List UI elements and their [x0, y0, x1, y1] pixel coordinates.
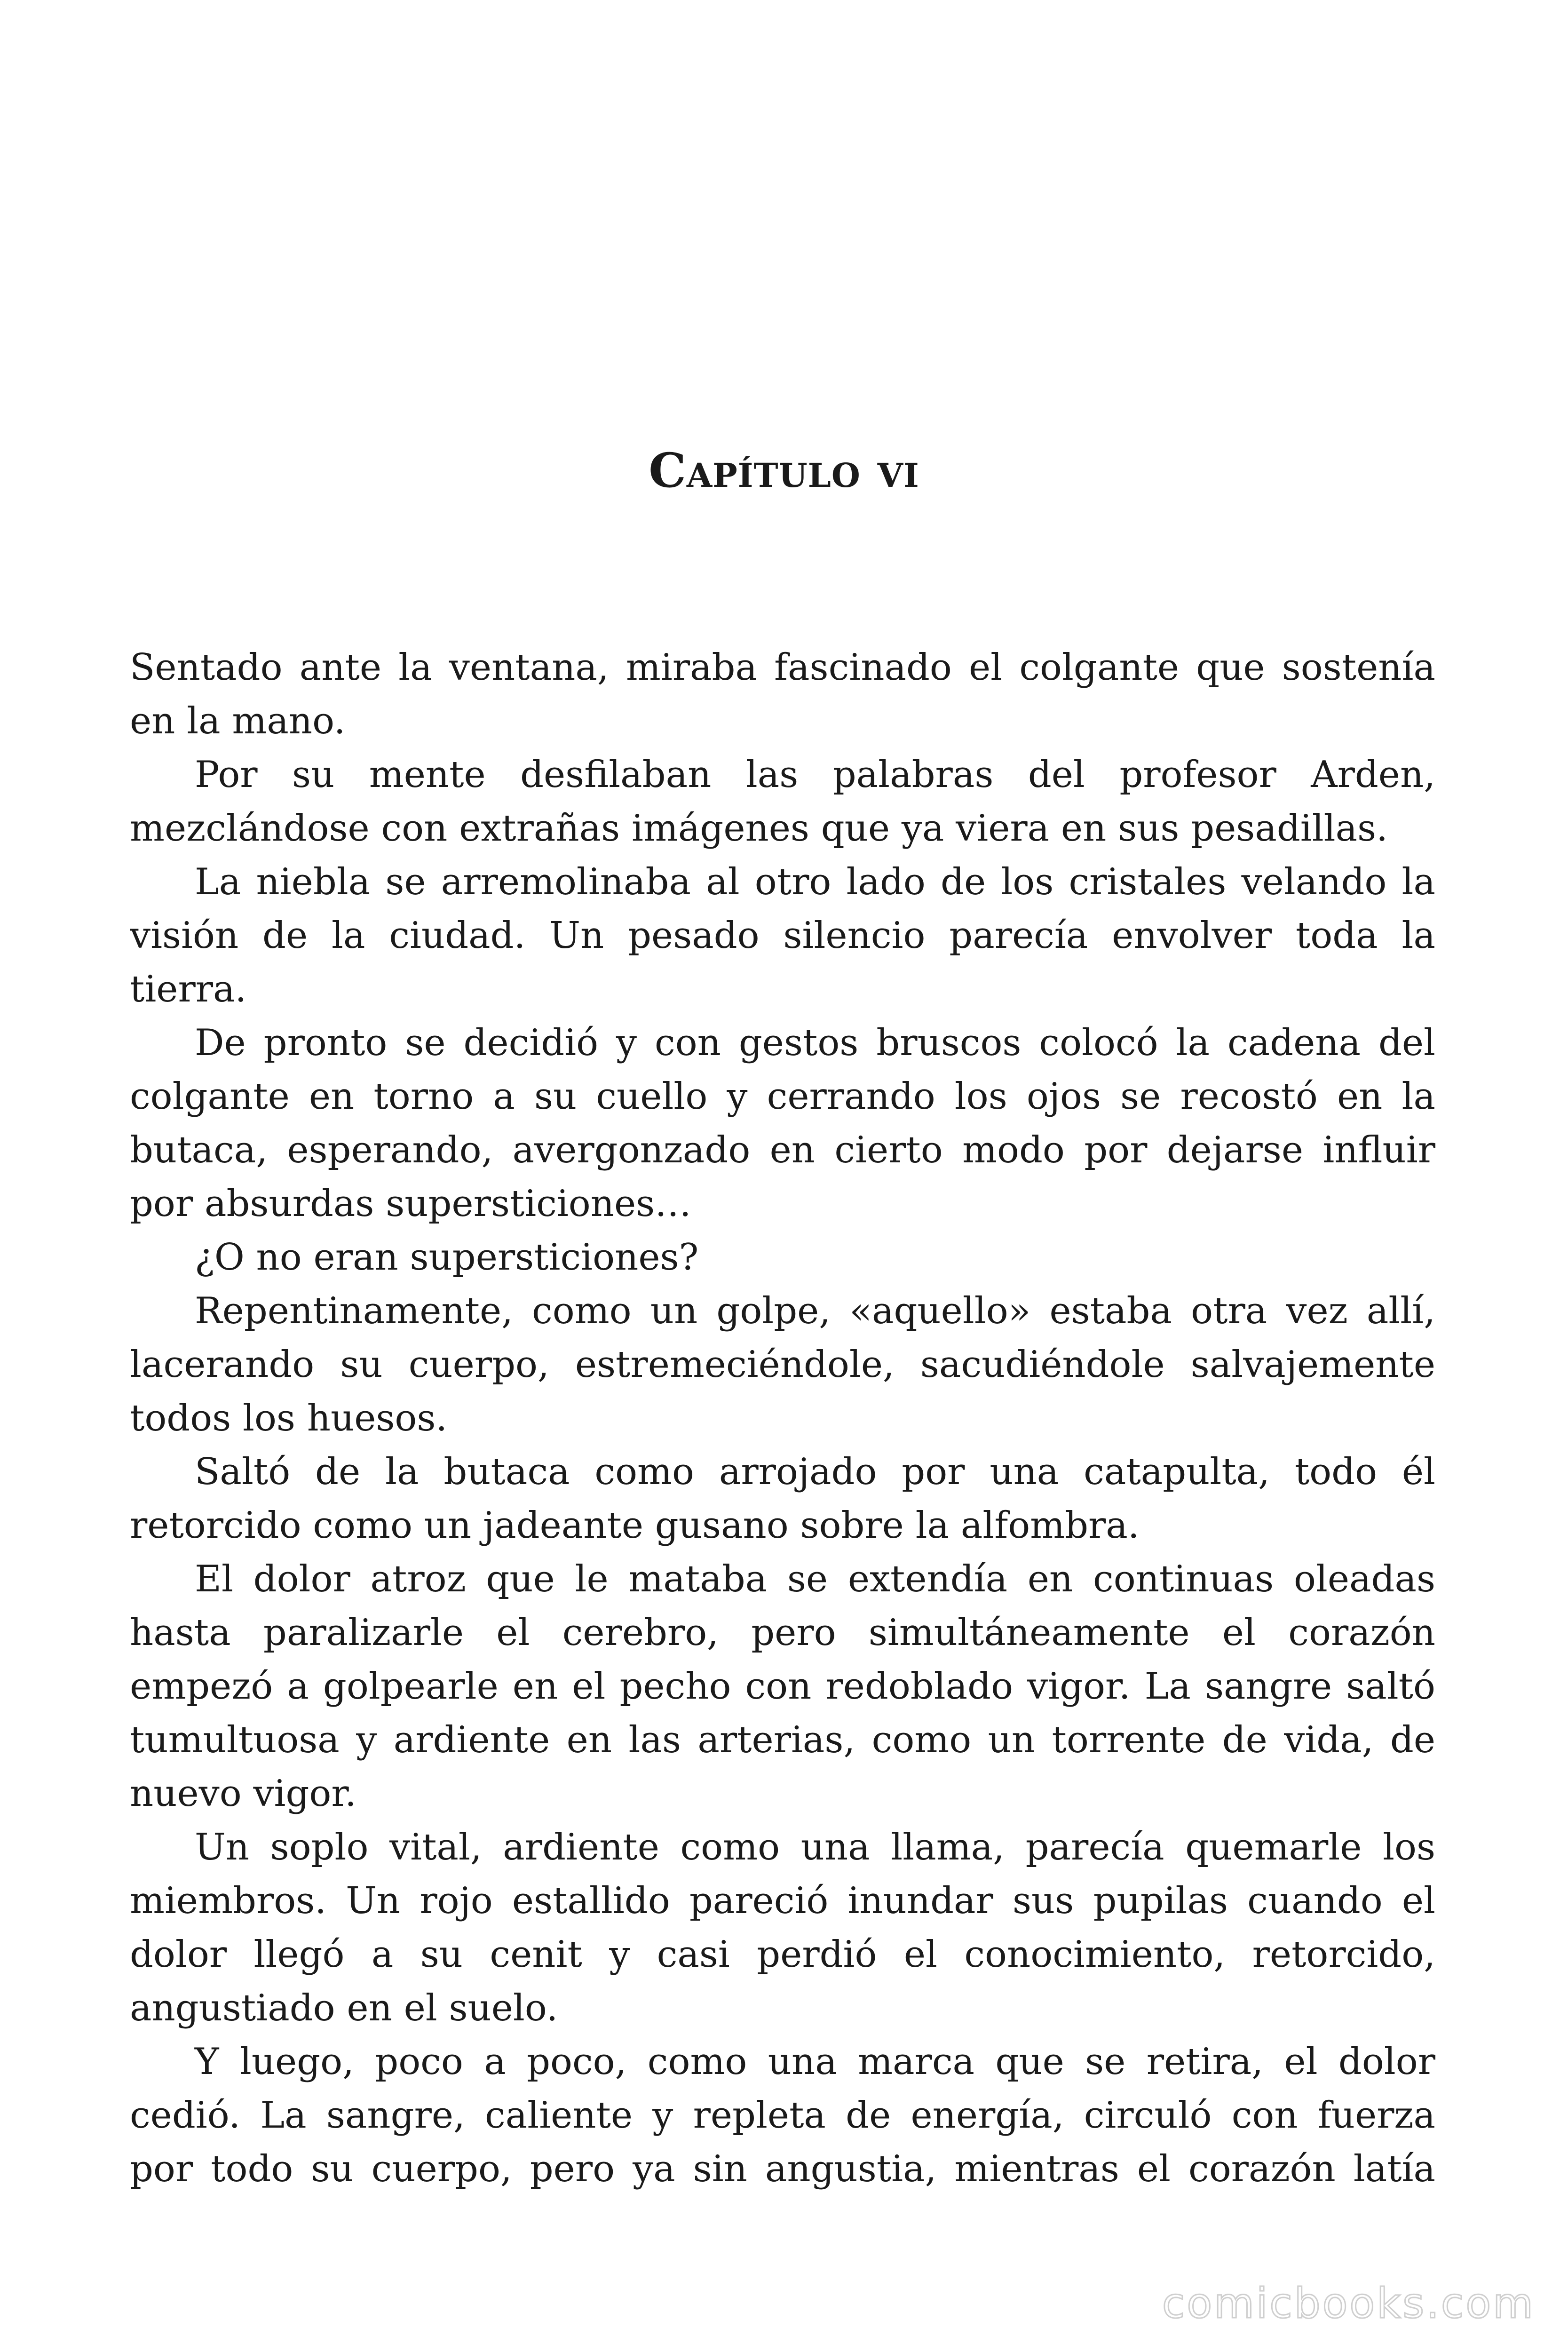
- text-line: De pronto se decidió y con gestos bruscos colocó la cadena del: [195, 1022, 1435, 1064]
- text-line: por absurdas supersticiones…: [130, 1183, 692, 1225]
- text-line: colgante en torno a su cuello y cerrando los ojos se recostó en la: [130, 1075, 1435, 1118]
- text-line: lacerando su cuerpo, estremeciéndole, sacudiéndole salvajemente: [130, 1343, 1435, 1386]
- paragraph: [130, 1552, 1435, 1820]
- text-line: mezclándose con extrañas imágenes que ya viera en sus pesadillas.: [130, 807, 1388, 850]
- text-line: tumultuosa y ardiente en las arterias, como un torrente de vida, de: [130, 1719, 1435, 1761]
- text-line: cedió. La sangre, caliente y repleta de energía, circuló con fuerza: [130, 2094, 1435, 2137]
- text-line: Repentinamente, como un golpe, «aquello» estaba otra vez allí,: [195, 1290, 1435, 1332]
- text-line: Y luego, poco a poco, como una marca que se retira, el dolor: [195, 2041, 1435, 2083]
- text-line: miembros. Un rojo estallido pareció inundar sus pupilas cuando el: [130, 1880, 1435, 1922]
- text-line: visión de la ciudad. Un pesado silencio parecía envolver toda la: [130, 914, 1435, 957]
- text-line: en la mano.: [130, 700, 346, 742]
- paragraph: [130, 1231, 1435, 1284]
- paragraph: [130, 748, 1435, 855]
- text-line: todos los huesos.: [130, 1397, 448, 1439]
- text-line: hasta paralizarle el cerebro, pero simultáneamente el corazón: [130, 1612, 1435, 1654]
- text-line: Sentado ante la ventana, miraba fascinado el colgante que sostenía: [130, 646, 1435, 689]
- chapter-body: [130, 641, 1435, 2196]
- chapter-title: Capítulo vi: [649, 443, 919, 498]
- paragraph: [130, 641, 1435, 748]
- text-line: empezó a golpearle en el pecho con redoblado vigor. La sangre saltó: [130, 1665, 1435, 1708]
- text-line: retorcido como un jadeante gusano sobre la alfombra.: [130, 1504, 1140, 1547]
- text-line: dolor llegó a su cenit y casi perdió el conocimiento, retorcido,: [130, 1933, 1435, 1976]
- text-line: ¿O no eran supersticiones?: [195, 1236, 699, 1279]
- paragraph: [130, 2035, 1435, 2196]
- watermark: comicbooks.com: [1162, 2279, 1535, 2328]
- text-line: por todo su cuerpo, pero ya sin angustia, mientras el corazón latía: [130, 2148, 1435, 2190]
- paragraph: [130, 1820, 1435, 2035]
- paragraph: [130, 1284, 1435, 1445]
- text-line: angustiado en el suelo.: [130, 1987, 558, 2029]
- text-line: nuevo vigor.: [130, 1772, 356, 1815]
- paragraph: [130, 1016, 1435, 1231]
- paragraph: [130, 855, 1435, 1016]
- text-line: La niebla se arremolinaba al otro lado de los cristales velando la: [195, 861, 1435, 903]
- text-line: El dolor atroz que le mataba se extendía en continuas oleadas: [195, 1558, 1435, 1600]
- text-line: tierra.: [130, 968, 247, 1010]
- text-line: Saltó de la butaca como arrojado por una catapulta, todo él: [195, 1451, 1435, 1493]
- text-line: Por su mente desfilaban las palabras del profesor Arden,: [195, 754, 1435, 796]
- paragraph: [130, 1445, 1435, 1552]
- text-line: butaca, esperando, avergonzado en cierto modo por dejarse influir: [130, 1129, 1435, 1171]
- text-line: Un soplo vital, ardiente como una llama, parecía quemarle los: [195, 1826, 1435, 1868]
